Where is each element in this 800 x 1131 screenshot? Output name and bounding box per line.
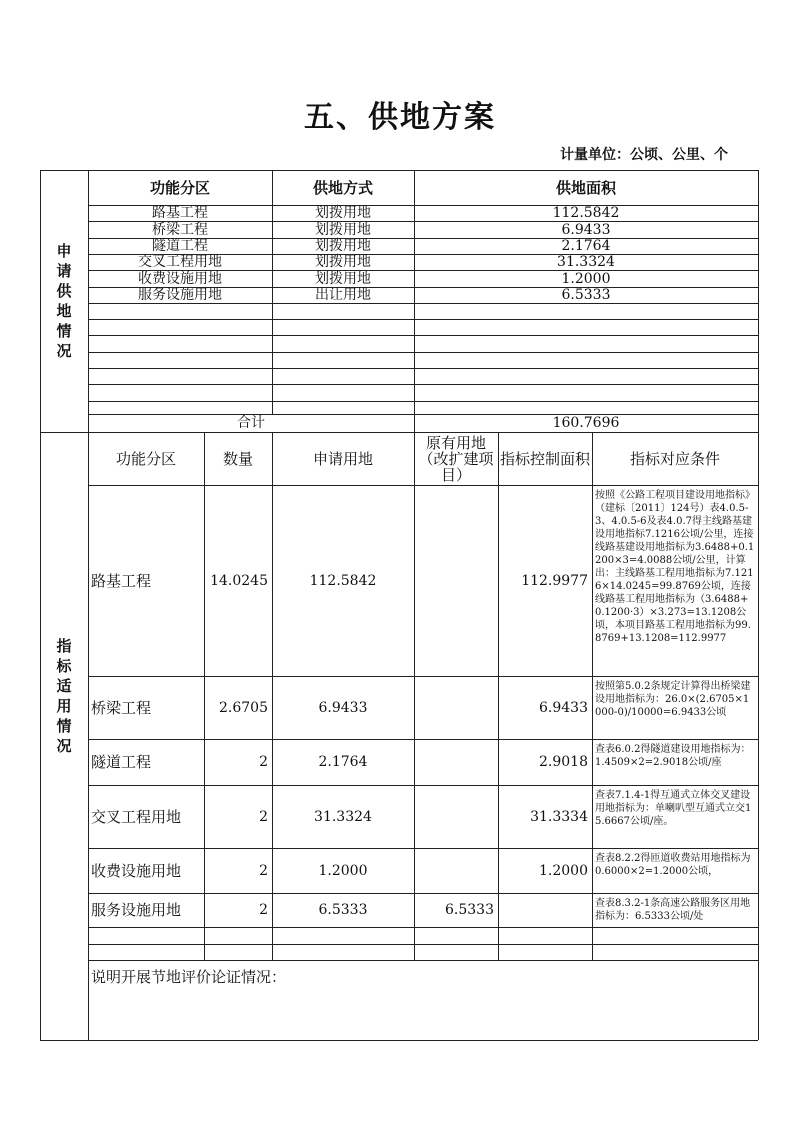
- index-zone-2: 隧道工程: [91, 753, 152, 771]
- apply-label-char: 况: [56, 342, 72, 360]
- index-condition-5: 查表8.3.2-1条高速公路服务区用地指标为：6.5333公顷/处: [595, 898, 751, 922]
- apply-method-2: 划拨用地: [315, 238, 371, 254]
- index-applied-area-2: 2.1764: [318, 754, 368, 770]
- table-rule: [88, 944, 758, 945]
- apply-area-2: 2.1764: [561, 238, 611, 254]
- table-rule: [88, 960, 758, 961]
- apply-method-5: 出让用地: [315, 287, 371, 303]
- index-quantity-4: 2: [259, 862, 268, 879]
- unit-note: 计量单位：公顷、公里、个: [560, 147, 728, 163]
- index-zone-3: 交叉工程用地: [91, 807, 182, 826]
- table-rule: [88, 352, 758, 353]
- index-condition-1: 按照第5.0.2条规定计算得出桥梁建设用地指标为：26.0×(2.6705×1000-0)/10000=6.9433公顷: [595, 681, 751, 718]
- index-quantity-2: 2: [259, 754, 268, 770]
- index-applied-area-1: 6.9433: [318, 699, 368, 716]
- index-label-char: 指: [56, 637, 72, 655]
- apply-area-5: 6.5333: [561, 287, 611, 303]
- table-rule: [592, 432, 593, 960]
- apply-zone-0: 路基工程: [152, 205, 208, 221]
- index-original-area-2: [414, 739, 498, 785]
- apply-zone-1: 桥梁工程: [152, 221, 208, 238]
- apply-label-char: 请: [56, 262, 72, 280]
- index-control-area-2: 2.9018: [539, 754, 588, 770]
- table-bottom-rule: [40, 1040, 758, 1041]
- index-original-area-3: [414, 785, 498, 848]
- index-quantity-3: 2: [259, 808, 268, 825]
- index-header-0: 功能分区: [115, 449, 176, 468]
- apply-header-2: 供地面积: [555, 178, 616, 197]
- index-label-char: 用: [56, 697, 72, 715]
- index-condition-2: 查表6.0.2得隧道建设用地指标为：1.4509×2=2.9018公顷/座: [595, 744, 751, 768]
- apply-method-0: 划拨用地: [315, 205, 371, 221]
- index-condition-3: 查表7.1.4-1得互通式立体交叉建设用地指标为：单喇叭型互通式立交15.6667公顷/座。: [595, 790, 752, 827]
- apply-header-1: 供地方式: [312, 178, 373, 197]
- table-right-rule: [758, 170, 759, 1040]
- index-header-4: 指标控制面积: [499, 449, 590, 468]
- page-title: 五、供地方案: [304, 100, 496, 135]
- index-label-char: 情: [56, 717, 72, 735]
- index-quantity-0: 14.0245: [210, 572, 268, 589]
- apply-label-char: 地: [56, 302, 72, 320]
- table-rule: [88, 319, 758, 320]
- apply-zone-4: 收费设施用地: [138, 270, 222, 287]
- index-zone-1: 桥梁工程: [91, 698, 152, 717]
- index-applied-area-3: 31.3324: [314, 808, 372, 825]
- apply-total-value: 160.7696: [552, 415, 620, 431]
- apply-zone-3: 交叉工程用地: [138, 254, 222, 270]
- index-zone-5: 服务设施用地: [91, 901, 182, 919]
- table-rule: [88, 335, 758, 336]
- index-control-area-4: 1.2000: [539, 862, 588, 879]
- index-control-area-1: 6.9433: [539, 699, 588, 716]
- index-control-area-3: 31.3334: [530, 808, 588, 825]
- table-rule: [88, 303, 758, 304]
- index-header-3: 原有用地（改扩建项目）: [418, 433, 494, 484]
- index-control-area-5: [498, 893, 592, 927]
- index-control-area-0: 112.9977: [521, 572, 588, 589]
- index-label-char: 标: [56, 657, 72, 675]
- index-header-1: 数量: [222, 449, 253, 468]
- apply-label-char: 供: [56, 282, 72, 300]
- apply-total-label: 合计: [237, 415, 265, 431]
- apply-label-char: 申: [56, 242, 72, 260]
- apply-area-3: 31.3324: [557, 254, 615, 270]
- index-applied-area-5: 6.5333: [318, 902, 368, 918]
- index-original-area-0: [414, 485, 498, 676]
- index-zone-0: 路基工程: [91, 571, 152, 590]
- index-header-2: 申请用地: [312, 449, 373, 468]
- index-condition-4: 查表8.2.2得匝道收费站用地指标为0.6000×2=1.2000公顷，: [595, 853, 751, 877]
- apply-method-1: 划拨用地: [315, 221, 371, 238]
- index-condition-0: 按照《公路工程项目建设用地指标》（建标〔2011〕124号）表4.0.5-3、4.0.5-6及表4.0.7得主线路基建设用地指标7.1216公顷/公里，连接线路基建设用地指标为3.6488+0.1200×3=4.0088公顷/公里，计算出：主线路基工程用地指标为7.1216×14.0245=99.8769公顷，连接线路基工程用地指标为（3.6488+0.1200·3）×3.273=13.1208公顷，本项目路基工程用地指标为99.8769+13.1208=112.9977: [595, 490, 755, 644]
- index-applied-area-0: 112.5842: [309, 572, 377, 589]
- apply-method-4: 划拨用地: [315, 270, 371, 287]
- table-rule: [88, 401, 758, 402]
- index-zone-4: 收费设施用地: [91, 861, 182, 880]
- apply-zone-5: 服务设施用地: [138, 287, 222, 303]
- index-applied-area-4: 1.2000: [318, 862, 368, 879]
- apply-area-4: 1.2000: [561, 270, 611, 287]
- apply-section-label: [40, 170, 88, 432]
- apply-area-0: 112.5842: [552, 205, 620, 221]
- index-original-area-5: 6.5333: [445, 902, 494, 918]
- apply-zone-2: 隧道工程: [152, 238, 208, 254]
- index-header-5: 指标对应条件: [629, 449, 720, 468]
- table-rule: [88, 927, 758, 928]
- index-section-label: [40, 432, 88, 960]
- index-quantity-5: 2: [259, 902, 268, 918]
- index-label-char: 况: [56, 737, 72, 755]
- table-rule: [88, 384, 758, 385]
- apply-method-3: 划拨用地: [315, 254, 371, 270]
- remark-label: 说明开展节地评价论证情况：: [91, 968, 287, 986]
- apply-label-char: 情: [56, 322, 72, 340]
- index-original-area-4: [414, 848, 498, 893]
- apply-header-0: 功能分区: [149, 178, 210, 197]
- index-label-char: 适: [56, 677, 72, 695]
- index-original-area-1: [414, 676, 498, 739]
- apply-area-1: 6.9433: [561, 221, 611, 238]
- index-quantity-1: 2.6705: [219, 699, 268, 716]
- table-rule: [88, 368, 758, 369]
